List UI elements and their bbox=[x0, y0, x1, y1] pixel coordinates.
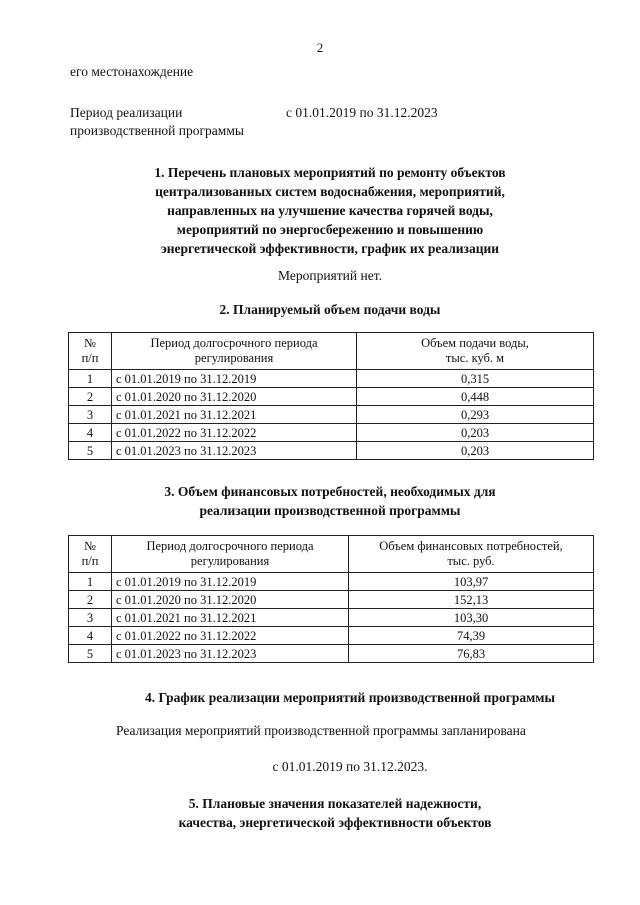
row-num: 4 bbox=[69, 424, 112, 442]
row-period: с 01.01.2023 по 31.12.2023 bbox=[112, 442, 357, 460]
row-value: 0,448 bbox=[357, 388, 594, 406]
header-value: Объем подачи воды, тыс. куб. м bbox=[357, 333, 594, 370]
header-num: № п/п bbox=[69, 333, 112, 370]
row-period: с 01.01.2023 по 31.12.2023 bbox=[112, 645, 349, 663]
row-period: с 01.01.2021 по 31.12.2021 bbox=[112, 609, 349, 627]
table-row bbox=[69, 609, 594, 627]
row-num: 3 bbox=[69, 609, 112, 627]
table-row bbox=[69, 627, 594, 645]
table-row bbox=[69, 442, 594, 460]
row-period: с 01.01.2020 по 31.12.2020 bbox=[112, 388, 357, 406]
row-num: 5 bbox=[69, 442, 112, 460]
section1-title-line: энергетической эффективности, график их реализации bbox=[160, 241, 500, 256]
section1-title-line: централизованных систем водоснабжения, мероприятий, bbox=[155, 184, 505, 199]
section3-title-line2: реализации производственной программы bbox=[199, 503, 461, 518]
period-label-line2: производственной программы bbox=[70, 123, 244, 138]
section5-title-line1: 5. Плановые значения показателей надежности, bbox=[188, 796, 482, 811]
period-value: с 01.01.2019 по 31.12.2023 bbox=[286, 105, 438, 120]
section4-title: 4. График реализации мероприятий производственной программы bbox=[144, 690, 556, 705]
row-period: с 01.01.2019 по 31.12.2019 bbox=[112, 370, 357, 388]
section3-title-line1: 3. Объем финансовых потребностей, необходимых для bbox=[164, 484, 496, 499]
row-value: 76,83 bbox=[349, 645, 594, 663]
table-row bbox=[69, 645, 594, 663]
row-period: с 01.01.2022 по 31.12.2022 bbox=[112, 424, 357, 442]
section1-title-line: 1. Перечень плановых мероприятий по ремонту объектов bbox=[154, 165, 506, 180]
row-value: 0,203 bbox=[357, 424, 594, 442]
water-supply-table bbox=[68, 332, 594, 460]
section4-text-line1: Реализация мероприятий производственной программы запланирована bbox=[116, 723, 526, 738]
section2-title: 2. Планируемый объем подачи воды bbox=[219, 302, 441, 317]
row-num: 1 bbox=[69, 370, 112, 388]
row-value: 103,97 bbox=[349, 573, 594, 591]
header-num: № п/п bbox=[69, 536, 112, 573]
row-num: 4 bbox=[69, 627, 112, 645]
period-label-line1: Период реализации bbox=[70, 105, 183, 120]
row-value: 0,315 bbox=[357, 370, 594, 388]
table-row bbox=[69, 573, 594, 591]
section1-title bbox=[60, 163, 600, 258]
table-row bbox=[69, 370, 594, 388]
table-header-row bbox=[69, 333, 594, 370]
row-num: 5 bbox=[69, 645, 112, 663]
table-row bbox=[69, 424, 594, 442]
header-period: Период долгосрочного периода регулирования bbox=[112, 333, 357, 370]
page-number: 2 bbox=[316, 40, 324, 55]
row-period: с 01.01.2019 по 31.12.2019 bbox=[112, 573, 349, 591]
financial-needs-table bbox=[68, 535, 594, 663]
header-value: Объем финансовых потребностей, тыс. руб. bbox=[349, 536, 594, 573]
table-row bbox=[69, 406, 594, 424]
location-line: его местонахождение bbox=[70, 64, 194, 79]
section1-note: Мероприятий нет. bbox=[278, 268, 382, 283]
row-num: 1 bbox=[69, 573, 112, 591]
row-num: 2 bbox=[69, 388, 112, 406]
section3-title bbox=[60, 482, 600, 520]
row-value: 74,39 bbox=[349, 627, 594, 645]
row-value: 0,203 bbox=[357, 442, 594, 460]
table-header-row bbox=[69, 536, 594, 573]
row-value: 103,30 bbox=[349, 609, 594, 627]
row-num: 2 bbox=[69, 591, 112, 609]
section1-title-line: мероприятий по энергосбережению и повышению bbox=[176, 222, 484, 237]
table-row bbox=[69, 591, 594, 609]
section1-title-line: направленных на улучшение качества горячей воды, bbox=[167, 203, 493, 218]
section5-title-line2: качества, энергетической эффективности объектов bbox=[178, 815, 492, 830]
row-period: с 01.01.2022 по 31.12.2022 bbox=[112, 627, 349, 645]
row-value: 0,293 bbox=[357, 406, 594, 424]
section4-text-line2: с 01.01.2019 по 31.12.2023. bbox=[272, 759, 428, 774]
section5-title bbox=[0, 794, 640, 832]
header-period: Период долгосрочного периода регулирования bbox=[112, 536, 349, 573]
row-period: с 01.01.2020 по 31.12.2020 bbox=[112, 591, 349, 609]
row-num: 3 bbox=[69, 406, 112, 424]
table-row bbox=[69, 388, 594, 406]
row-value: 152,13 bbox=[349, 591, 594, 609]
row-period: с 01.01.2021 по 31.12.2021 bbox=[112, 406, 357, 424]
